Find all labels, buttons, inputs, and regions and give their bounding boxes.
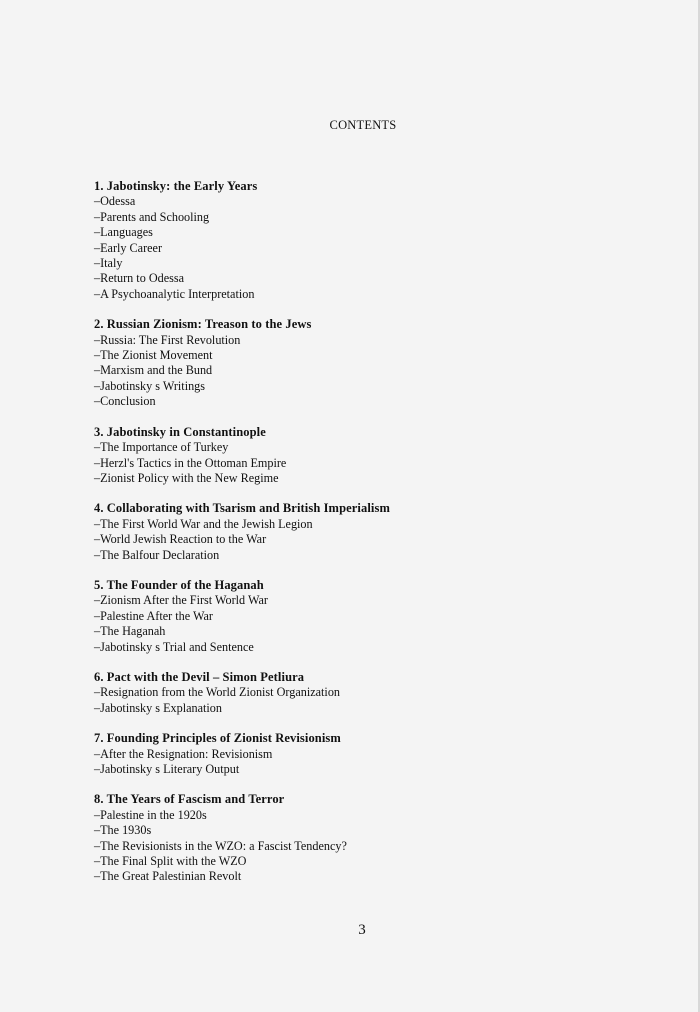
section-item: –Palestine in the 1920s xyxy=(94,807,207,822)
section-item: –A Psychoanalytic Interpretation xyxy=(94,286,255,301)
chapter-title: 2. Russian Zionism: Treason to the Jews xyxy=(94,317,312,332)
chapter-1 xyxy=(94,179,674,302)
section-item: –Parents and Schooling xyxy=(94,209,210,224)
section-item: –The 1930s xyxy=(94,823,152,838)
section-item: –Zionist Policy with the New Regime xyxy=(94,470,279,485)
contents-heading: CONTENTS xyxy=(329,118,397,132)
section-item: –The Importance of Turkey xyxy=(94,440,229,455)
section-item: –The Zionist Movement xyxy=(94,348,213,363)
section-item: –The First World War and the Jewish Legion xyxy=(94,516,313,531)
chapter-title: 4. Collaborating with Tsarism and British Imperialism xyxy=(94,501,390,516)
section-item: –Zionism After the First World War xyxy=(94,593,268,608)
section-item: –Conclusion xyxy=(94,394,156,409)
section-item: –Palestine After the War xyxy=(94,608,213,623)
chapter-title: 5. The Founder of the Haganah xyxy=(94,577,264,592)
chapter-8 xyxy=(94,792,674,884)
section-item: –Herzl's Tactics in the Ottoman Empire xyxy=(94,455,287,470)
chapter-2 xyxy=(94,317,674,409)
chapter-5 xyxy=(94,578,674,655)
table-of-contents xyxy=(94,179,674,900)
page-number: 3 xyxy=(358,922,366,938)
section-item: –Jabotinsky s Writings xyxy=(94,378,206,393)
section-item: –Italy xyxy=(94,256,123,271)
section-item: –The Final Split with the WZO xyxy=(94,854,247,869)
section-item: –Early Career xyxy=(94,240,163,255)
section-item: –Russia: The First Revolution xyxy=(94,332,241,347)
section-item: –The Balfour Declaration xyxy=(94,547,220,562)
section-item: –Jabotinsky s Literary Output xyxy=(94,762,240,776)
chapter-title: 1. Jabotinsky: the Early Years xyxy=(94,179,258,193)
section-item: –Odessa xyxy=(94,194,136,209)
chapter-title: 3. Jabotinsky in Constantinople xyxy=(94,424,266,439)
section-item: –Jabotinsky s Explanation xyxy=(94,700,222,715)
section-item: –Languages xyxy=(94,225,153,240)
chapter-6 xyxy=(94,670,674,716)
chapter-3 xyxy=(94,425,674,487)
chapter-7 xyxy=(94,731,674,777)
section-item: –Return to Odessa xyxy=(94,271,185,286)
section-item: –The Revisionists in the WZO: a Fascist Tendency? xyxy=(94,838,347,853)
section-item: –Resignation from the World Zionist Organization xyxy=(94,685,341,700)
section-item: –Marxism and the Bund xyxy=(94,363,213,378)
chapter-title: 6. Pact with the Devil – Simon Petliura xyxy=(94,669,305,684)
section-item: –Jabotinsky s Trial and Sentence xyxy=(94,639,254,654)
chapter-title: 8. The Years of Fascism and Terror xyxy=(94,792,285,807)
section-item: –After the Resignation: Revisionism xyxy=(94,746,273,761)
section-item: –The Haganah xyxy=(94,624,166,639)
section-item: –The Great Palestinian Revolt xyxy=(94,869,242,884)
chapter-4 xyxy=(94,501,674,563)
chapter-title: 7. Founding Principles of Zionist Revisionism xyxy=(94,731,341,746)
section-item: –World Jewish Reaction to the War xyxy=(94,532,267,547)
